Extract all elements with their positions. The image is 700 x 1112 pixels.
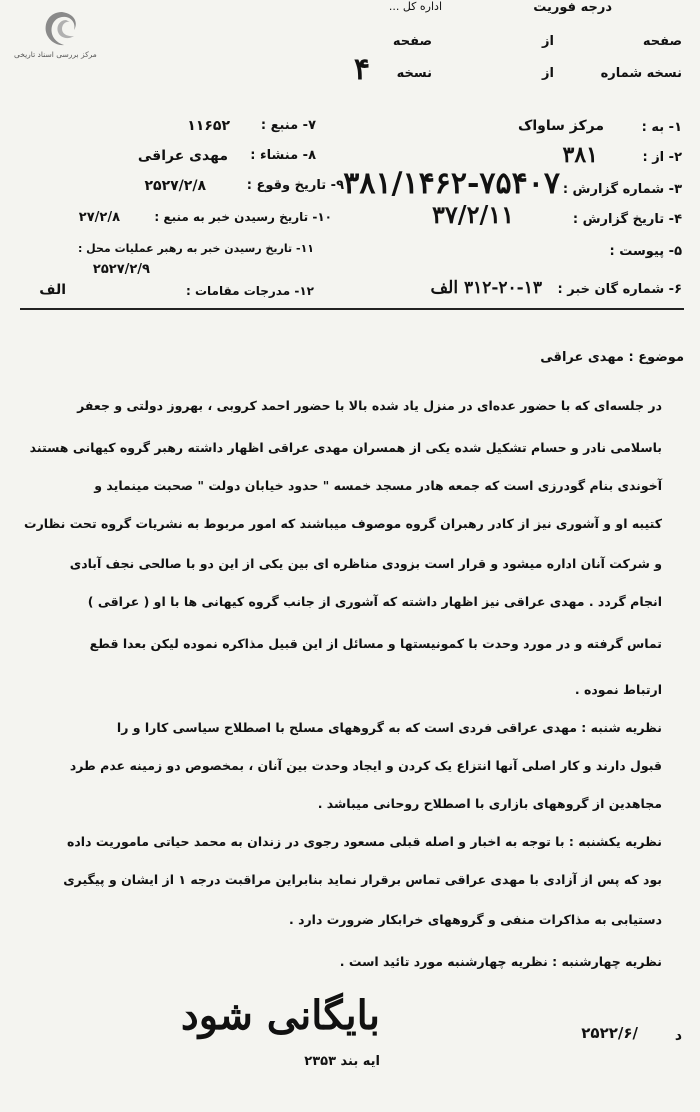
form-label-leader-receipt-date: ۱۱- تاریخ رسیدن خبر به رهبر عملیات محل : [77, 242, 314, 255]
body-line: باسلامی نادر و حسام تشکیل شده یکی از همسران مهدی عراقی اظهار داشته رهبر گروه کیهانی هستند [29, 440, 662, 455]
body-line: آخوندی بنام گودرزی است که جمعه هادر مسجد خمسه " حدود خیابان دولت " صحبت مینماید و [94, 478, 662, 493]
form-label-source-receipt-date: ۱۰- تاریخ رسیدن خبر به منبع : [154, 210, 332, 224]
form-label-origin: ۸- منشاء : [250, 148, 316, 163]
form-value-from: ۳۸۱ [562, 142, 598, 168]
report-body [22, 398, 662, 998]
form-value-source: ۱۱۶۵۲ [187, 118, 230, 134]
form-value-report-date: ۳۷/۲/۱۱ [432, 200, 514, 229]
form-value-origin: مهدی عراقی [137, 148, 228, 164]
body-line: قبول دارند و کار اصلی آنها انتزاع یک کردن و ایجاد وحدت بین آنان ، بمخصوص دو زمینه عدم طرد [69, 758, 662, 773]
form-label-report-number: ۳- شماره گزارش : [562, 182, 682, 197]
form-value-report-number: ۳۸۱/۱۴۶۲-۷۵۴۰۷ [343, 166, 560, 201]
form-label-report-date: ۴- تاریخ گزارش : [572, 212, 682, 227]
form-label-to: ۱- به : [641, 120, 682, 135]
body-line: نظریه چهارشنبه : نظریه چهارشنبه مورد تائید است . [339, 954, 662, 969]
footer-date-prefix: د [674, 1028, 682, 1044]
body-line: نظریه شنبه : مهدی عراقی فردی است که به گروههای مسلح با اصطلاح سیاسی کارا و را [116, 720, 662, 735]
copy-number: ۴ [353, 52, 370, 87]
body-line: انجام گردد . مهدی عراقی نیز اظهار داشته که آشوری از جانب گروه کیهانی ها با او ( عراقی ) [87, 594, 662, 609]
body-line: نظریه یکشنبه : با توجه به اخبار و اصله قبلی مسعود رجوی در زندان به محمد حیاتی ماموریت داده [67, 834, 662, 849]
form-value-leader-receipt-date: ۲۵۲۷/۲/۹ [92, 262, 150, 277]
body-line: تماس گرفته و در مورد وحدت با کمونیستها و مسائل از این قبیل مذاکره نموده لیکن بعدا قطع [89, 636, 662, 651]
form-value-event-date: ۲۵۲۷/۲/۸ [144, 178, 206, 194]
body-line: مجاهدین از گروههای بازاری با اصطلاح روحانی میباشد . [317, 796, 662, 811]
form-label-from: ۲- از : [642, 150, 682, 165]
form-divider [20, 308, 684, 310]
subject-line: موضوع : مهدی عراقی [540, 350, 684, 365]
copy-label: نسخه شماره [600, 66, 682, 81]
form-label-event-date: ۹- تاریخ وقوع : [246, 178, 344, 193]
body-line: ارتباط نموده . [574, 682, 662, 697]
form-label-news-number: ۶- شماره گان خبر : [557, 282, 682, 297]
archive-org-name: مرکز بررسی اسناد تاریخی [14, 50, 97, 59]
form-value-source-receipt-date: ۲۷/۲/۸ [78, 210, 120, 225]
form-label-officials: ۱۲- مدرجات مقامات : [185, 284, 314, 298]
archive-logo-icon [40, 10, 84, 48]
archive-watermark [14, 10, 114, 66]
form-label-attachment: ۵- پیوست : [609, 244, 682, 259]
body-line: در جلسه‌ای که با حضور عده‌ای در منزل یاد شده بالا با حضور احمد کروبی ، بهروز دولتی و جعفر [77, 398, 662, 413]
footer-note: ایه بند ۲۳۵۳ [304, 1054, 380, 1069]
body-line: کتیبه او و آشوری نیز از کادر رهبران گروه موصوف میباشند که امور مربوط به نشریات گروه تحت نظارت [24, 516, 662, 531]
page-label: صفحه [642, 34, 682, 49]
body-line: دستیابی به مذاکرات منفی و گروههای خرابکار ضرورت دارد . [288, 912, 662, 927]
archive-signature: بایگانی شود [180, 992, 380, 1039]
form-value-to: مرکز ساواک [518, 118, 604, 134]
body-line: بود که پس از آزادی با مهدی عراقی تماس برقرار نماید بنابراین مراقبت درجه ۱ از ایشان و پیگیری [63, 872, 662, 887]
urgency-label: درجه فوریت [533, 0, 612, 15]
body-line: و شرکت آنان اداره میشود و قرار است بزودی مناظره ای بین یکی از این دو با صالحی نجف آبادی [69, 556, 662, 571]
footer-date: ۲۵۲۲/۶/ [581, 1024, 638, 1042]
page-of-label: صفحه [392, 34, 432, 49]
form-value-officials: الف [39, 282, 66, 298]
form-value-news-number: ۳۱۲-۲۰-۱۳ الف [430, 278, 542, 298]
page-of: از [542, 34, 554, 49]
copy-word: نسخه [396, 66, 432, 81]
form-label-source: ۷- منبع : [260, 118, 316, 133]
header-cut-text: اداره کل ... [388, 0, 442, 13]
copy-of: از [542, 66, 554, 81]
